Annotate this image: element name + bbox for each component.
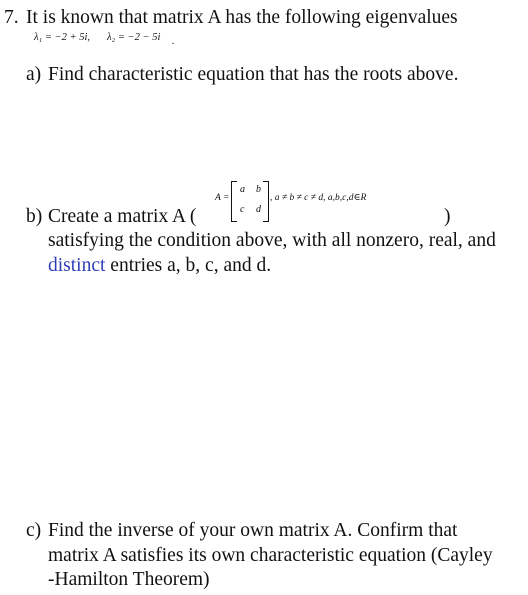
part-b-label: b)	[26, 206, 43, 227]
matrix-cell-b: b	[256, 184, 261, 195]
part-c-line3: -Hamilton Theorem)	[48, 569, 210, 590]
eigenvalue-end-mark: .	[172, 36, 175, 47]
part-a-text: Find characteristic equation that has the roots above.	[48, 64, 459, 85]
part-b-line3-rest: entries a, b, c, and d.	[105, 255, 272, 276]
eigenvalue-lambda1: λ₁ = −2 + 5i,	[34, 32, 90, 43]
part-b-text-start: Create a matrix A (	[48, 206, 197, 227]
matrix-condition: , a ≠ b ≠ c ≠ d, a,b,c,d∈R	[270, 193, 367, 203]
part-c-label: c)	[26, 520, 42, 541]
eigenvalue-lambda2: λ₂ = −2 − 5i	[107, 32, 161, 43]
matrix-a	[231, 181, 269, 221]
problem-number: 7.	[4, 7, 19, 28]
matrix-cell-a: a	[240, 184, 245, 195]
problem-intro: It is known that matrix A has the following eigenvalues	[26, 7, 458, 28]
part-c-line2: matrix A satisfies its own characteristic equation (Cayley	[48, 545, 493, 566]
matrix-prefix: A =	[215, 193, 230, 203]
distinct-word: distinct	[48, 255, 106, 276]
part-c-line1: Find the inverse of your own matrix A. Confirm that	[48, 520, 458, 541]
part-b-line3	[48, 255, 271, 277]
matrix-right-bracket	[263, 181, 269, 222]
matrix-left-bracket	[231, 181, 237, 222]
part-b-line2: satisfying the condition above, with all nonzero, real, and	[48, 230, 496, 251]
part-a-label: a)	[26, 64, 42, 85]
part-b-paren-close: )	[444, 206, 451, 227]
matrix-cell-c: c	[240, 204, 245, 215]
matrix-cell-d: d	[256, 204, 261, 215]
